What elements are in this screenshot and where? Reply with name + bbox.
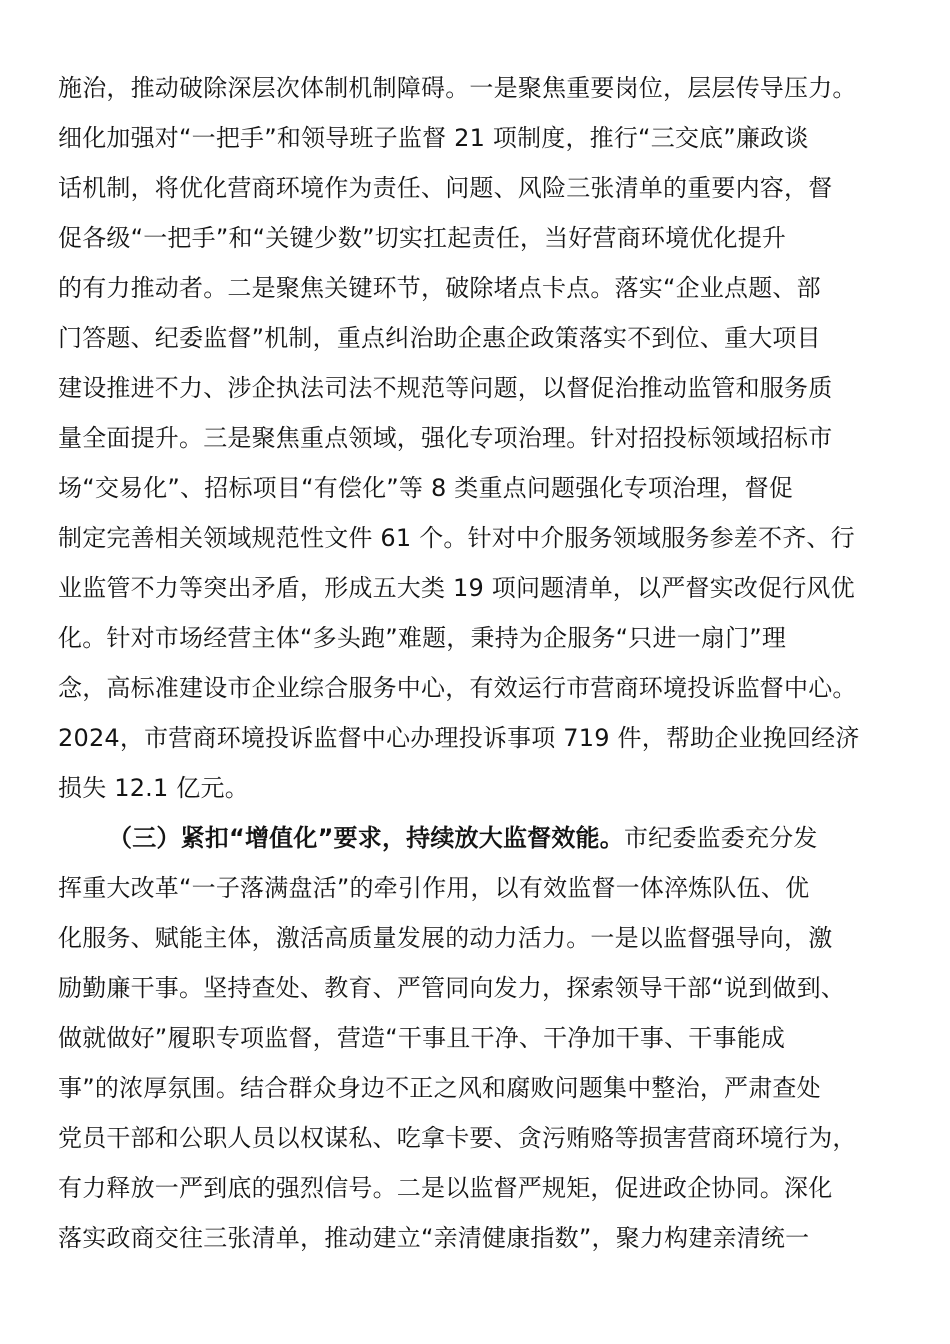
text-line: 励勤廉干事。坚持查处、教育、严管同向发力，探索领导干部“说到做到、 bbox=[58, 974, 846, 1002]
text-line: 建设推进不力、涉企执法司法不规范等问题，以督促治推动监管和服务质 bbox=[58, 374, 833, 402]
text-line: 念，高标准建设市企业综合服务中心，有效运行市营商环境投诉监督中心。 bbox=[58, 674, 857, 702]
text-line: 化。针对市场经营主体“多头跑”难题，秉持为企服务“只进一扇门”理 bbox=[58, 624, 787, 652]
text-line: 场“交易化”、招标项目“有偿化”等 8 类重点问题强化专项治理，督促 bbox=[58, 474, 794, 502]
text-line: 有力释放一严到底的强烈信号。二是以监督严规矩，促进政企协同。深化 bbox=[58, 1174, 833, 1202]
section-heading-rest: 市纪委监委充分发 bbox=[623, 824, 818, 852]
text-line: 制定完善相关领域规范性文件 61 个。针对中介服务领域服务参差不齐、行 bbox=[58, 524, 855, 552]
section-heading: （三）紧扣“增值化”要求，持续放大监督效能。 bbox=[108, 824, 624, 852]
section-heading-line bbox=[108, 813, 818, 863]
text-line: 事”的浓厚氛围。结合群众身边不正之风和腐败问题集中整治，严肃查处 bbox=[58, 1074, 821, 1102]
text-line: 化服务、赋能主体，激活高质量发展的动力活力。一是以监督强导向，激 bbox=[58, 924, 833, 952]
text-line: 党员干部和公职人员以权谋私、吃拿卡要、贪污贿赂等损害营商环境行为， bbox=[58, 1124, 857, 1152]
text-line: 量全面提升。三是聚焦重点领域，强化专项治理。针对招投标领域招标市 bbox=[58, 424, 833, 452]
text-line: 2024，市营商环境投诉监督中心办理投诉事项 719 件，帮助企业挽回经济 bbox=[58, 724, 860, 752]
text-line: 施治，推动破除深层次体制机制障碍。一是聚焦重要岗位，层层传导压力。 bbox=[58, 74, 857, 102]
text-line: 话机制，将优化营商环境作为责任、问题、风险三张清单的重要内容，督 bbox=[58, 174, 833, 202]
text-line: 做就做好”履职专项监督，营造“干事且干净、干净加干事、干事能成 bbox=[58, 1024, 786, 1052]
text-line: 落实政商交往三张清单，推动建立“亲清健康指数”，聚力构建亲清统一 bbox=[58, 1224, 810, 1252]
text-line: 门答题、纪委监督”机制，重点纠治助企惠企政策落实不到位、重大项目 bbox=[58, 324, 821, 352]
text-line: 促各级“一把手”和“关键少数”切实扛起责任，当好营商环境优化提升 bbox=[58, 224, 787, 252]
text-line: 业监管不力等突出矛盾，形成五大类 19 项问题清单，以严督实改促行风优 bbox=[58, 574, 855, 602]
text-line: 细化加强对“一把手”和领导班子监督 21 项制度，推行“三交底”廉政谈 bbox=[58, 124, 809, 152]
text-line: 挥重大改革“一子落满盘活”的牵引作用，以有效监督一体淬炼队伍、优 bbox=[58, 874, 810, 902]
text-line: 损失 12.1 亿元。 bbox=[58, 774, 249, 802]
text-line: 的有力推动者。二是聚焦关键环节，破除堵点卡点。落实“企业点题、部 bbox=[58, 274, 821, 302]
